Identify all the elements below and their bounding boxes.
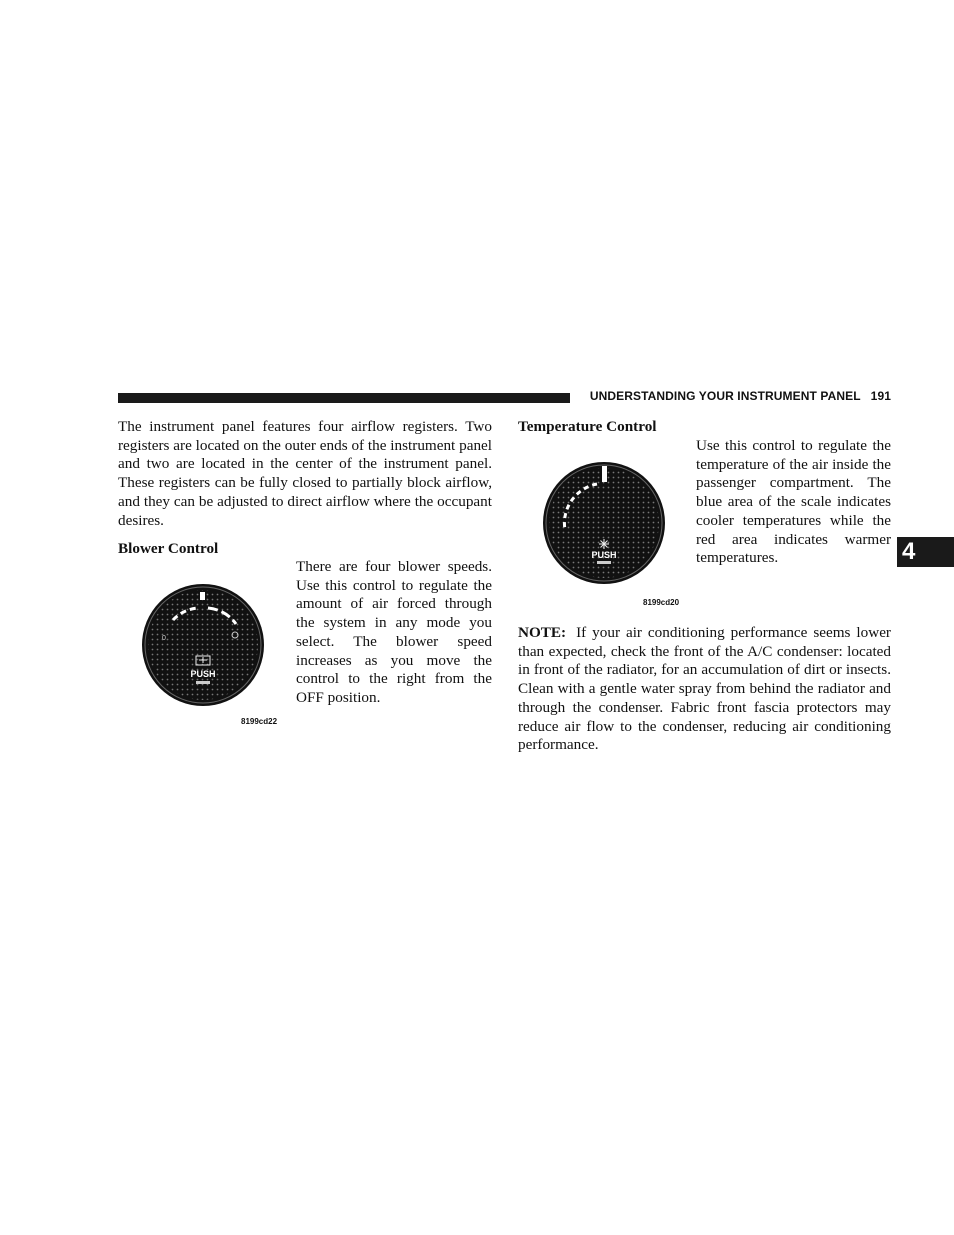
intro-paragraph: The instrument panel features four airflow registers. Two registers are located on the outer ends of the instrument panel and two are located in the center of the instrument panel. These registers can be fully closed to partially block airflow, and they can be adjusted to direct airflow where the occupant desires. bbox=[118, 418, 492, 529]
temperature-paragraph: Use this control to regulate the temperature of the air inside the passenger compartment. The blue area of the scale indicates cooler temperatures while the red area indicates warmer temperatures. bbox=[696, 437, 891, 567]
header-rule bbox=[118, 393, 570, 403]
section-title: UNDERSTANDING YOUR INSTRUMENT PANEL bbox=[589, 389, 861, 403]
blower-push-label: PUSH bbox=[190, 669, 216, 679]
note-text: If your air conditioning performance seems lower than expected, check the front of the A/C condenser: located in front of the radiator, for an accumulation of dirt or insects. Clean with a gentle water spray from behind the radiator and through the condenser. Fabric front fascia protectors may reduce air flow to the condenser, reducing air conditioning performance. bbox=[518, 624, 891, 754]
temperature-push-label: PUSH bbox=[591, 550, 617, 560]
blower-heading: Blower Control bbox=[118, 540, 219, 557]
note-label: NOTE: bbox=[518, 624, 567, 641]
chapter-tab: 4 bbox=[897, 537, 954, 567]
note-paragraph bbox=[518, 624, 891, 755]
running-header bbox=[579, 389, 891, 403]
blower-paragraph: There are four blower speeds. Use this control to regulate the amount of air forced through the system in any mode you select. The blower speed increases as you move the control to the right from the OFF position. bbox=[296, 558, 492, 706]
blower-figure-label: 8199cd22 bbox=[241, 717, 278, 726]
temperature-heading: Temperature Control bbox=[518, 418, 657, 435]
page-number: 191 bbox=[870, 389, 891, 403]
snowflake-icon bbox=[599, 539, 609, 549]
temperature-knob-figure bbox=[541, 460, 667, 586]
blower-off-symbol: 0 bbox=[162, 635, 166, 642]
temperature-figure-label: 8199cd20 bbox=[643, 598, 680, 607]
blower-knob-figure bbox=[140, 582, 266, 708]
